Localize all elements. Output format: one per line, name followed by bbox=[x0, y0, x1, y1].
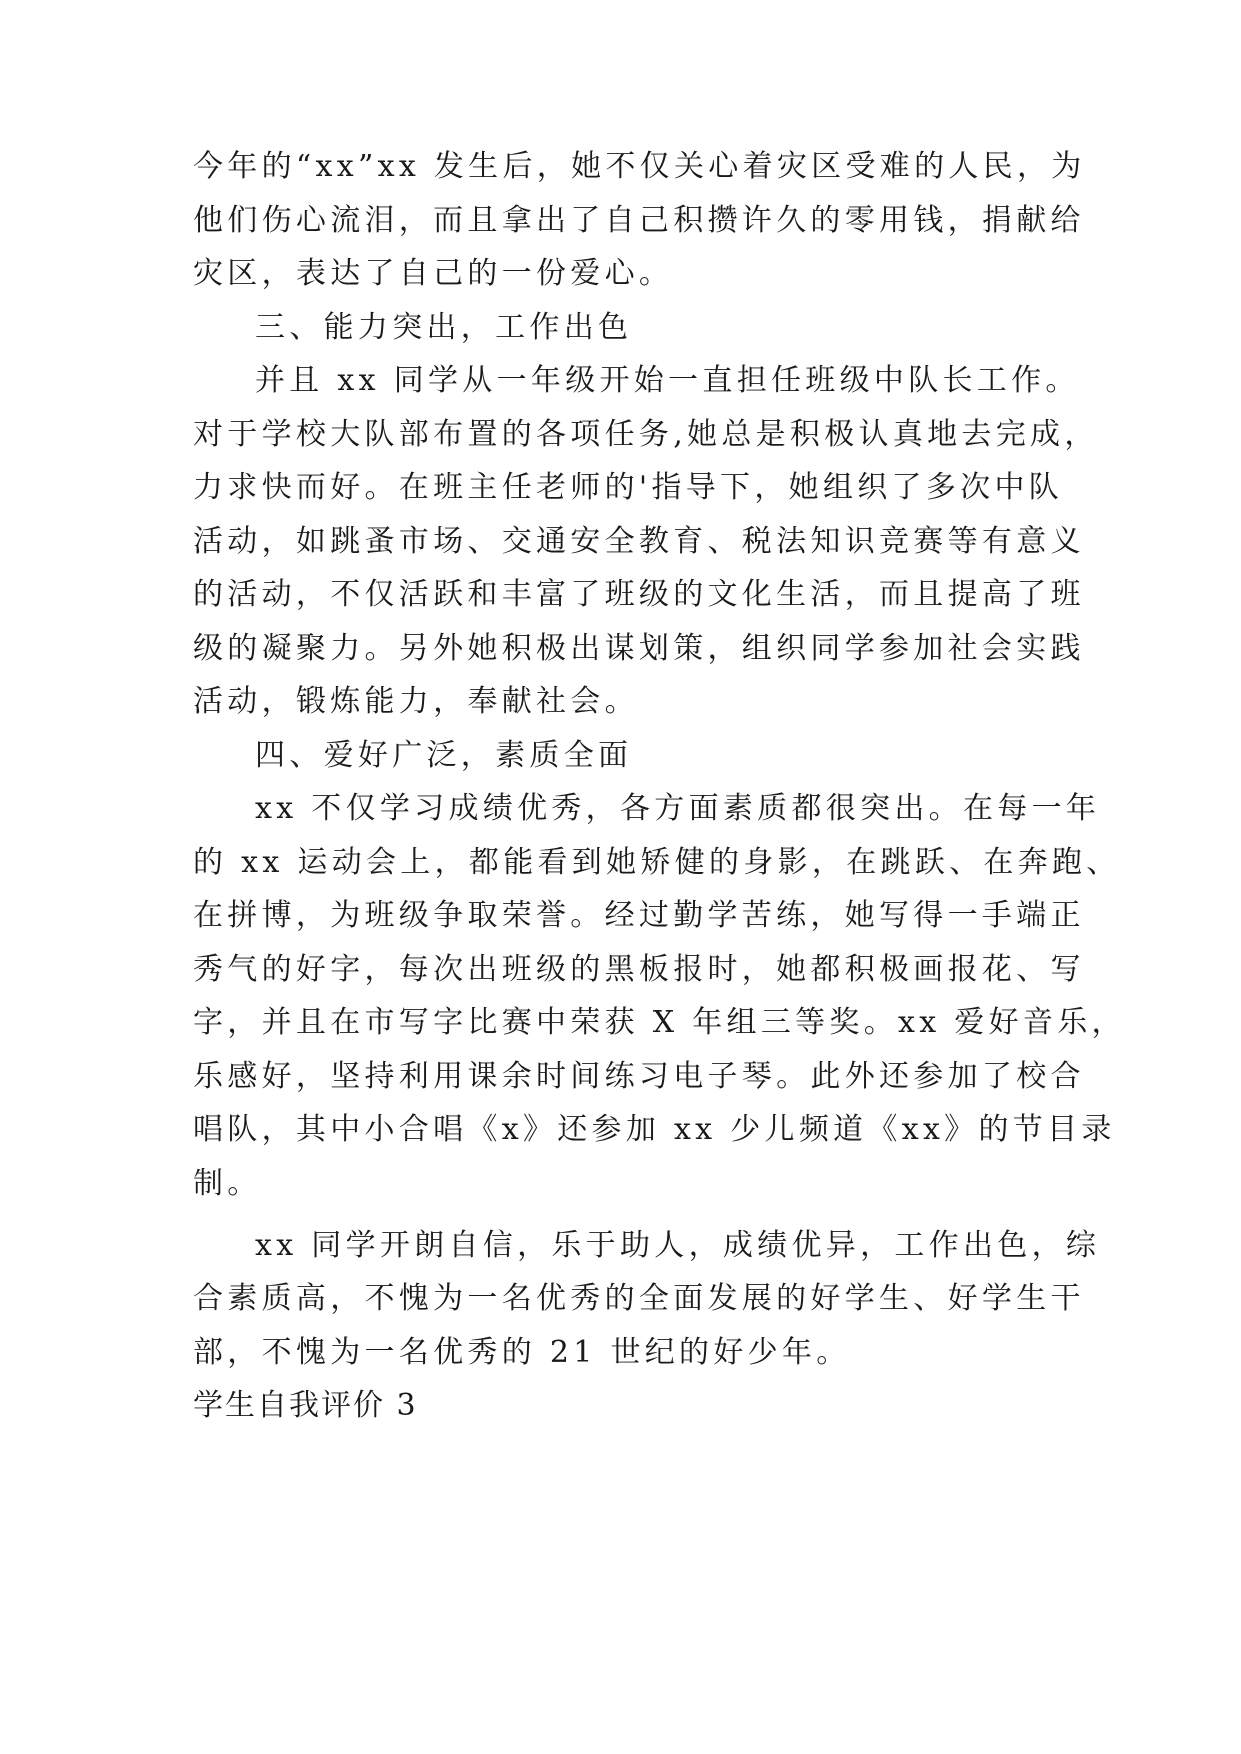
text-line: xx 不仅学习成绩优秀，各方面素质都很突出。在每一年 bbox=[255, 791, 1101, 826]
text-line: 的活动，不仅活跃和丰富了班级的文化生活，而且提高了班 bbox=[193, 577, 1085, 612]
text-line: 在拼博，为班级争取荣誉。经过勤学苦练，她写得一手端正 bbox=[193, 898, 1085, 933]
text-line: 活动，锻炼能力，奉献社会。 bbox=[193, 684, 639, 719]
text-line: 部，不愧为一名优秀的 21 世纪的好少年。 bbox=[193, 1335, 851, 1370]
text-line: 字，并且在市写字比赛中荣获 X 年组三等奖。xx 爱好音乐， bbox=[193, 1005, 1126, 1040]
text-line: 力求快而好。在班主任老师的'指导下，她组织了多次中队 bbox=[193, 470, 1064, 505]
section-title: 学生自我评价 3 bbox=[193, 1388, 418, 1423]
text-line: 的 xx 运动会上，都能看到她矫健的身影，在跳跃、在奔跑、 bbox=[193, 845, 1121, 880]
text-line: 唱队，其中小合唱《x》还参加 xx 少儿频道《xx》的节目录 bbox=[193, 1112, 1116, 1147]
text-line: 合素质高，不愧为一名优秀的全面发展的好学生、好学生干 bbox=[193, 1281, 1085, 1316]
section-heading: 四、爱好广泛，素质全面 bbox=[255, 738, 633, 773]
text-line: 今年的“xx”xx 发生后，她不仅关心着灾区受难的人民，为 bbox=[193, 149, 1086, 184]
section-heading: 三、能力突出，工作出色 bbox=[255, 310, 633, 345]
text-line: 秀气的好字，每次出班级的黑板报时，她都积极画报花、写 bbox=[193, 952, 1085, 987]
text-line: 他们伤心流泪，而且拿出了自己积攒许久的零用钱，捐献给 bbox=[193, 203, 1085, 238]
text-line: 灾区，表达了自己的一份爱心。 bbox=[193, 256, 674, 291]
text-line: 级的凝聚力。另外她积极出谋划策，组织同学参加社会实践 bbox=[193, 631, 1085, 666]
text-line: 对于学校大队部布置的各项任务,她总是积极认真地去完成， bbox=[193, 417, 1099, 452]
text-line: 制。 bbox=[193, 1166, 262, 1201]
text-line: 乐感好，坚持利用课余时间练习电子琴。此外还参加了校合 bbox=[193, 1059, 1085, 1094]
text-line: 活动，如跳蚤市场、交通安全教育、税法知识竞赛等有意义 bbox=[193, 524, 1085, 559]
text-line: 并且 xx 同学从一年级开始一直担任班级中队长工作。 bbox=[255, 363, 1080, 398]
text-line: xx 同学开朗自信，乐于助人，成绩优异，工作出色，综 bbox=[255, 1228, 1101, 1263]
